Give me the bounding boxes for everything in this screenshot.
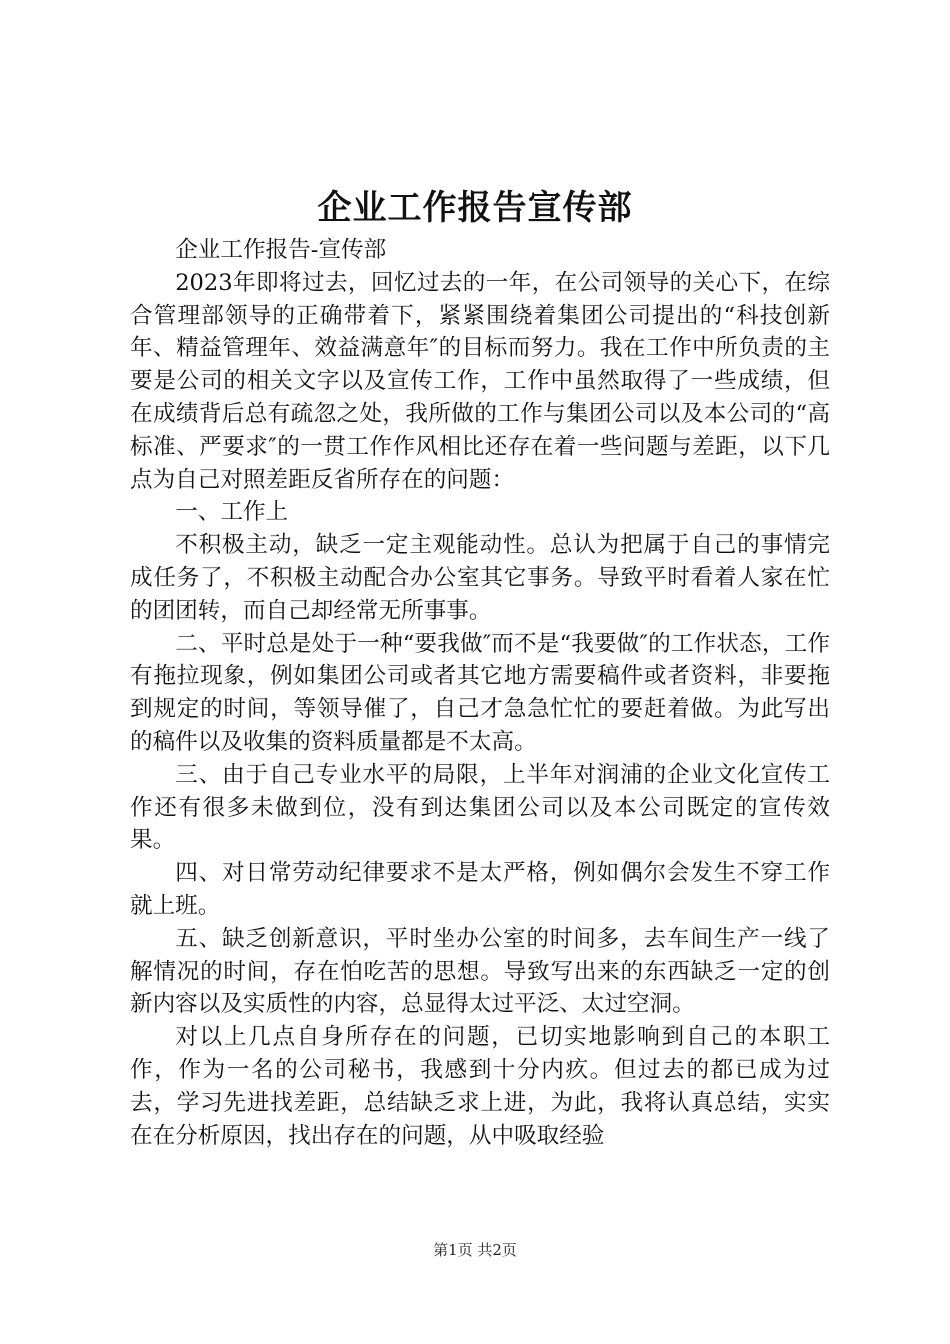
paragraph-conclusion: 对以上几点自身所存在的问题，已切实地影响到自己的本职工作，作为一名的公司秘书，我感到十分内疚。但过去的都已成为过去，学习先进找差距，总结缺乏求上进，为此，我将认真总结，实实在在分析原因，找出存在的问题，从中吸取经验 — [130, 1024, 830, 1149]
paragraph-section-1-heading: 一、工作上 — [175, 499, 289, 526]
paragraph-section-2: 二、平时总是处于一种“要我做″而不是“我要做″的工作状态，工作有拖拉现象，例如集团公司或者其它地方需要稿件或者资料，非要拖到规定的时间，等领导催了，自己才急急忙忙的要赶着做。为此写出的稿件以及收集的资料质量都是不太高。 — [130, 630, 830, 755]
paragraph-section-3: 三、由于自己专业水平的局限，上半年对润浦的企业文化宣传工作还有很多未做到位，没有到达集团公司以及本公司既定的宣传效果。 — [130, 761, 830, 854]
document-title: 企业工作报告宣传部 — [317, 188, 633, 228]
paragraph-subtitle: 企业工作报告-宣传部 — [175, 237, 387, 263]
paragraph-section-5: 五、缺乏创新意识，平时坐办公室的时间多，去车间生产一线了解情况的时间，存在怕吃苦的思想。导致写出来的东西缺乏一定的创新内容以及实质性的内容，总显得太过平泛、太过空洞。 — [130, 925, 830, 1018]
paragraph-section-1-body: 不积极主动，缺乏一定主观能动性。总认为把属于自己的事情完成任务了，不积极主动配合办公室其它事务。导致平时看着人家在忙的团团转，而自己却经常无所事事。 — [130, 532, 830, 624]
paragraph-section-4: 四、对日常劳动纪律要求不是太严格，例如偶尔会发生不穿工作就上班。 — [130, 860, 830, 919]
page-footer: 第1页 共2页 — [433, 1241, 517, 1259]
paragraph-intro: 2023年即将过去，回忆过去的一年，在公司领导的关心下，在综合管理部领导的正确带着下，紧紧围绕着集团公司提出的“科技创新年、精益管理年、效益满意年″的目标而努力。我在工作中所负责的主要是公司的相关文字以及宣传工作，工作中虽然取得了一些成绩，但在成绩背后总有疏忽之处，我所做的工作与集团公司以及本公司的“高标准、严要求″的一贯工作作风相比还存在着一些问题与差距，以下几点为自己对照差距反省所存在的问题： — [130, 269, 830, 493]
document-body — [130, 234, 830, 1152]
